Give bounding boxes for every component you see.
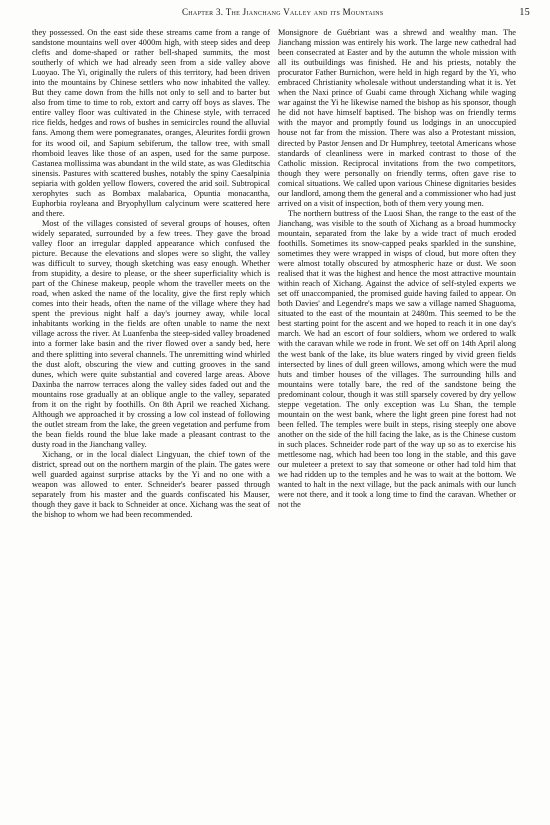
paragraph: Xichang, or in the local dialect Lingyuan, the chief town of the district, spread out on the northern margin of the plain. The gates were well guarded against surprise attacks by the Yi and no one with a weapon was allowed to enter. Schneider's bearer passed through separately from his master and the guards confiscated his Mauser, though they gave it back to Schneider at once. Xichang was the seat of the bishop to whom we had been recommended. (32, 449, 270, 520)
left-column (32, 28, 270, 520)
paragraph: The northern buttress of the Luosi Shan, the range to the east of the Jianchang, was visible to the south of Xichang as a broad hummocky mountain, separated from the lake by a wide tract of much eroded foothills. Sometimes its snow-capped peaks sparkled in the sunshine, sometimes they were wrapped in wisps of cloud, but more often they were almost totally obscured by atmospheric haze or dust. We soon realised that it was the highest and hence the most attractive mountain within reach of Xichang. Against the advice of self-styled experts we set off unaccompanied, the promised guide having failed to appear. On both Davies' and Legendre's maps we saw a village named Shaguoma, situated to the east of the mountain at 2480m. This seemed to be the best starting point for the ascent and we hoped to reach it in one day's march. We had an escort of four soldiers, whom we ordered to walk with the caravan while we rode in front. We set off on 14th April along the west bank of the lake, its blue waters ringed by vivid green fields intersected by lines of dull green willows, among which were the mud huts and timber houses of the villages. The surrounding hills and mountains were totally bare, the red of the sandstone being the predominant colour, though it was still sparsely covered by dry yellow steppe vegetation. The only exception was Lu Shan, the temple mountain on the west bank, where the light green pine forest had not been felled. The temples were built in steps, rising steeply one above another on the side of the hill facing the lake, as is the Chinese custom in such places. Schneider rode part of the way up so as to exercise his mettlesome nag, which had been too long in the stable, and this gave our muleteer a pretext to say that someone or other had told him that we had ridden up to the temples and he was to wait at the bottom. We wanted to halt in the next village, but the pack animals with our lunch were not there, and it took a long time to find the caravan. Whether or not the (278, 208, 516, 510)
running-header (32, 7, 530, 21)
paragraph: Monsignore de Guébriant was a shrewd and wealthy man. The Jianchang mission was entirely his work. The large new cathedral had been consecrated at Easter and by the autumn the whole mission with all its outbuildings was finished. He and his priests, notably the procurator Father Burnichon, were held in high regard by the Yi, who embraced Christianity wholesale without understanding what it is. Yet when the Naxi prince of Guabi came through Xichang while waging war against the Yi he likewise named the bishop as his sponsor, though he did not have himself baptised. The bishop was on friendly terms with the mayor and promptly found us lodgings in an unoccupied house not far from the mission. There was also a Protestant mission, directed by Pastor Jensen and Dr Humphrey, teetotal Americans whose standards of cleanliness were in marked contrast to those of the Catholic mission. Reciprocal invitations from the two competitors, though they were personally on friendly terms, often gave rise to comical situations. We called upon various Chinese dignitaries besides our landlord, among them the general and a commissioner who had just arrived on a visit of inspection, both of them very young men. (278, 28, 516, 208)
right-column (278, 28, 516, 510)
paragraph: Most of the villages consisted of several groups of houses, often widely separated, surrounded by a few trees. They gave the broad valley floor an irregular dappled appearance which confused the picture. Because the elevations and slopes were so slight, the valley was difficult to survey, though sketching was easy enough. Whether from stupidity, a desire to please, or the sheer superficiality which is part of the Chinese makeup, people whom the traveller meets on the road, when asked the name of the locality, give the first reply which comes into their heads, often the name of the village where they had spent the previous night half a day's journey away, while local inhabitants working in the fields are often unable to name the next village across the river. At Luanfenba the steep-sided valley broadened into a former lake basin and the river flowed over a sandy bed, here and there splitting into several channels. The unremitting wind whirled the dust aloft, obscuring the view and cutting grooves in the sand dunes, which were quite substantial and covered large areas. Above Daxinba the narrow terraces along the valley sides faded out and the mountains rose gradually at an oblique angle to the valley, separated from it on the right by foothills. On 8th April we reached Xichang. Although we approached it by crossing a low col instead of following the outlet stream from the lake, the green vegetation and perfume from the bean fields round the blue lake made a pleasant contrast to the dusty road in the Jianchang valley. (32, 218, 270, 449)
chapter-title: Chapter 3. The Jianchang Valley and its Mountains (182, 7, 384, 17)
paragraph: they possessed. On the east side these streams came from a range of sandstone mountains well over 4000m high, with steep sides and deep clefts and dome-shaped or rather bell-shaped summits, the most southerly of which we had already seen from a side valley above Luoyao. The Yi, originally the rulers of this territory, had been driven into the mountains by Chinese settlers who now inhabited the valley. But they came down from the hills not only to sell and to barter but also from time to time to rob, extort and carry off boys as slaves. The entire valley floor was cultivated in the Chinese style, with terraced rice fields, hedges and rows of bushes in semicircles round the alluvial fans. Among them were pomegranates, oranges, Aleurites fordii grown for its wood oil, and Sapium sebiferum, the tallow tree, with small rhomboid leaves like those of an aspen, used for the same purpose. Castanea mollissima was abundant in the wild state, as was Gleditschia sinensis. Pastures with scattered bushes, notably the spiny Caesalpinia sepiaria with golden yellow flowers, covered the arid soil. Subtropical xerophytes such as Bombax malabarica, Opuntia monacantha, Euphorbia royleana and Bryophyllum calycinum were scattered here and there. (32, 28, 270, 218)
page-number: 15 (519, 7, 530, 18)
